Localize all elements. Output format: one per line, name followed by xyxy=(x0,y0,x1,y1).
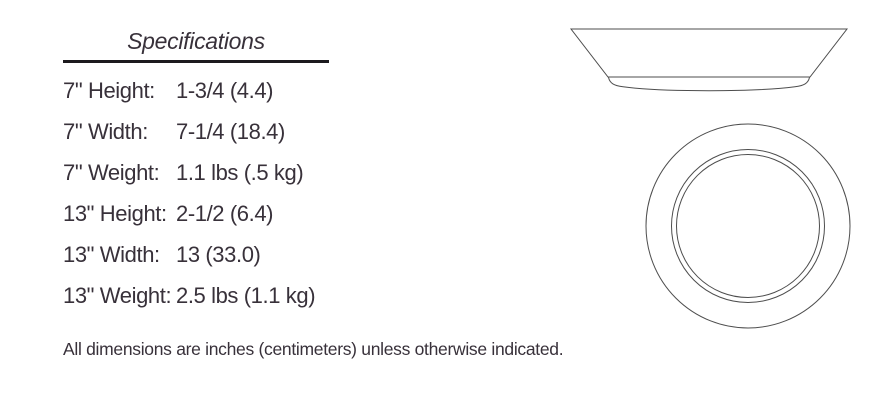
spec-value: 13 (33.0) xyxy=(176,241,261,267)
fixture-top-view-line-drawing xyxy=(646,124,850,328)
side-view-lens-curve xyxy=(609,78,810,91)
spec-label: 13" Width: xyxy=(63,241,160,267)
spec-label: 13" Height: xyxy=(63,200,167,226)
side-view-body-outline xyxy=(571,29,847,77)
spec-label: 13" Weight: xyxy=(63,282,172,308)
spec-label: 7" Weight: xyxy=(63,159,160,185)
fixture-side-view-line-drawing xyxy=(571,29,847,91)
spec-label: 7" Height: xyxy=(63,77,155,103)
spec-value: 1.1 lbs (.5 kg) xyxy=(176,159,304,185)
top-view-ring-outer-circle xyxy=(672,150,825,303)
spec-label: 7" Width: xyxy=(63,118,148,144)
specifications-title: Specifications xyxy=(127,28,265,54)
spec-value: 7-1/4 (18.4) xyxy=(176,118,285,144)
dimensions-note: All dimensions are inches (centimeters) unless otherwise indicated. xyxy=(63,339,564,359)
spec-value: 2-1/2 (6.4) xyxy=(176,200,274,226)
top-view-ring-inner-circle xyxy=(677,155,820,298)
spec-value: 2.5 lbs (1.1 kg) xyxy=(176,282,316,308)
spec-value: 1-3/4 (4.4) xyxy=(176,77,274,103)
